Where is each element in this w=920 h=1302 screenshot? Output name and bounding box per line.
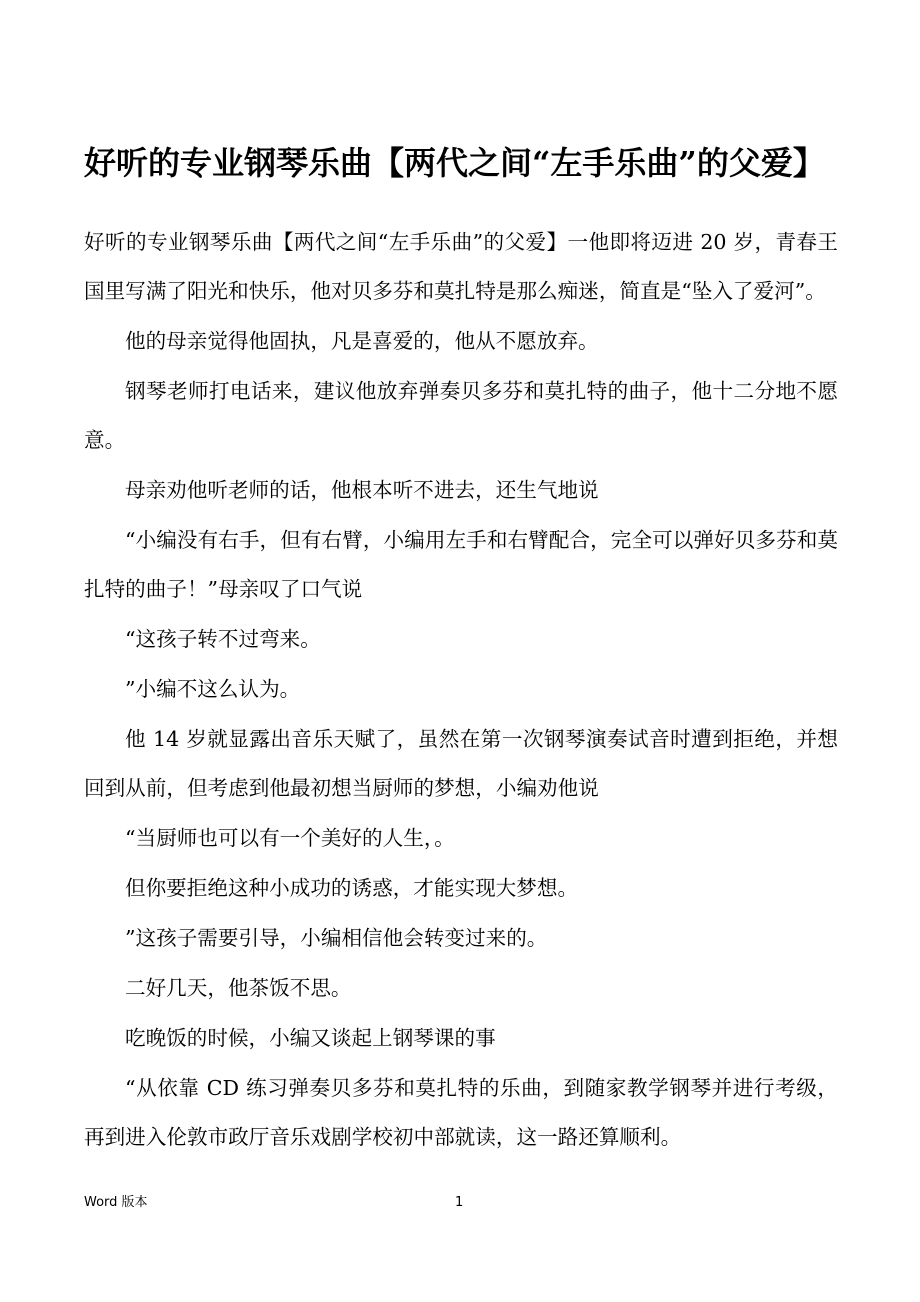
paragraph: “小编没有右手，但有右臂，小编用左手和右臂配合，完全可以弹好贝多芬和莫扎特的曲子！”母亲叹了口气说: [84, 528, 838, 601]
paragraph: “当厨师也可以有一个美好的人生，。: [125, 826, 455, 850]
paragraph: 母亲劝他听老师的话，他根本听不进去，还生气地说: [125, 478, 599, 502]
paragraph: ”这孩子需要引导，小编相信他会转变过来的。: [125, 926, 548, 950]
document-body: [84, 218, 838, 1163]
paragraph: 吃晚饭的时候，小编又谈起上钢琴课的事: [125, 1026, 496, 1050]
paragraph: “这孩子转不过弯来。: [125, 627, 321, 651]
paragraph: 他的母亲觉得他固执，凡是喜爱的，他从不愿放弃。: [125, 329, 599, 353]
footer-version-label: Word 版本: [84, 1195, 148, 1210]
paragraph: “从依靠 CD 练习弹奏贝多芬和莫扎特的乐曲，到随家教学钢琴并进行考级，再到进入伦敦市政厅音乐戏剧学校初中部就读，这一路还算顺利。: [84, 1076, 838, 1149]
paragraph: 好听的专业钢琴乐曲【两代之间“左手乐曲”的父爱】一他即将迈进 20 岁，青春王国里写满了阳光和快乐，他对贝多芬和莫扎特是那么痴迷，简直是“坠入了爱河”。: [84, 230, 838, 303]
paragraph: 他 14 岁就显露出音乐天赋了，虽然在第一次钢琴演奏试音时遭到拒绝，并想回到从前，但考虑到他最初想当厨师的梦想，小编劝他说: [84, 727, 838, 800]
paragraph: 钢琴老师打电话来，建议他放弃弹奏贝多芬和莫扎特的曲子，他十二分地不愿意。: [84, 379, 838, 452]
footer-page-number: 1: [455, 1195, 464, 1210]
paragraph: 但你要拒绝这种小成功的诱惑，才能实现大梦想。: [125, 876, 579, 900]
document-title: 好听的专业钢琴乐曲【两代之间“左手乐曲”的父爱】: [84, 144, 825, 182]
paragraph: 二好几天，他茶饭不思。: [125, 976, 352, 1000]
paragraph: ”小编不这么认为。: [125, 677, 301, 701]
